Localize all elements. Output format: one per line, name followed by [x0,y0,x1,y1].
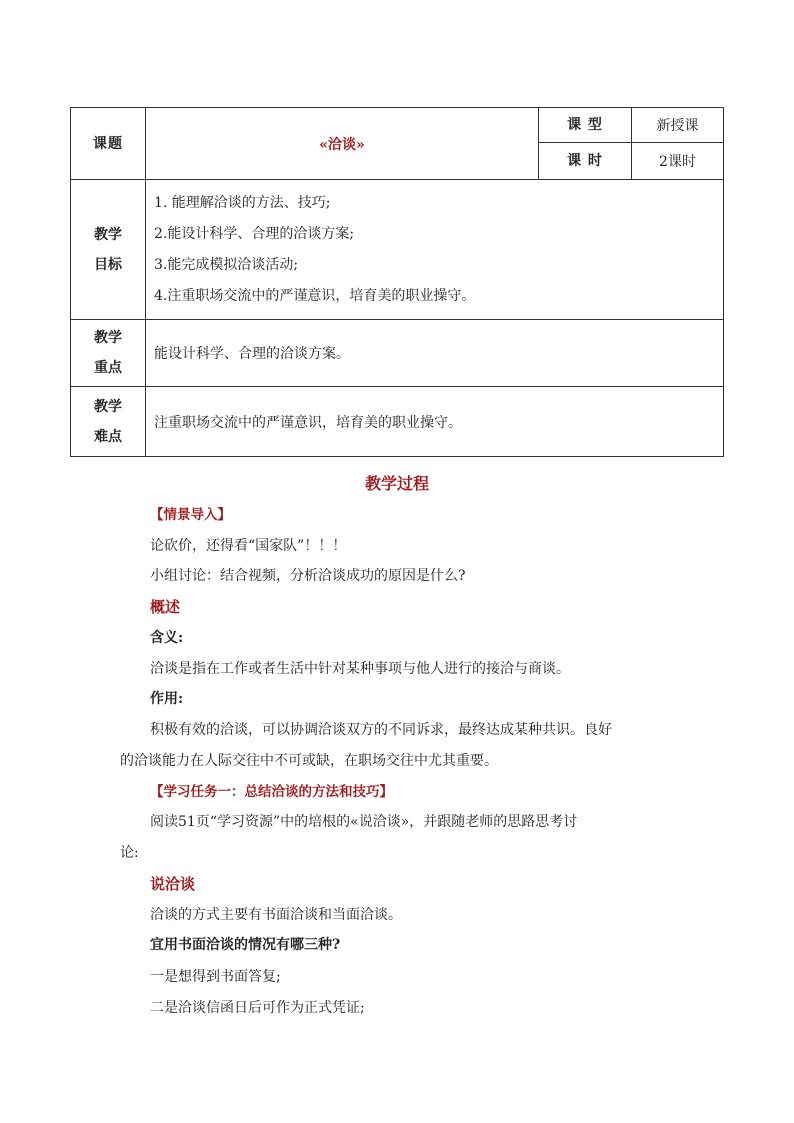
intro-line-2: 小组讨论：结合视频，分析洽谈成功的原因是什么? [150,568,466,584]
class-hours-value: 2课时 [632,143,724,180]
key-label-line2: 重点 [94,360,122,376]
say-text: 洽谈的方式主要有书面洽谈和当面洽谈。 [150,907,402,923]
intro-line-1: 论砍价，还得看“国家队”！！！ [150,538,347,554]
task1-text-2: 论: [120,845,139,861]
difficulty-label [71,387,146,457]
function-heading: 作用: [150,691,184,707]
task1-text-1: 阅读51页“学习资源”中的培根的«说洽谈»，并跟随老师的思路思考讨 [150,814,578,830]
goal-item: 4.注重职场交流中的严谨意识，培育美的职业操守。 [154,287,476,304]
topic-value: «洽谈» [146,108,539,180]
function-text-2: 的洽谈能力在人际交往中不可或缺，在职场交往中尤其重要。 [120,753,498,769]
key-point-value: 能设计科学、合理的洽谈方案。 [146,320,724,387]
difficulty-label-line2: 难点 [94,428,122,445]
course-type-label: 课 型 [539,108,632,143]
goals-list [146,180,724,320]
function-text-1: 积极有效的洽谈，可以协调洽谈双方的不同诉求，最终达成某种共识。良好 [150,722,612,738]
goal-item: 1. 能理解洽谈的方法、技巧; [154,194,331,211]
process-title: 教学过程 [364,474,429,493]
goals-label [71,180,146,320]
meaning-text: 洽谈是指在工作或者生活中针对某种事项与他人进行的接洽与商谈。 [150,661,570,677]
goals-label-line1: 教学 [94,226,122,243]
goal-item: 2.能设计科学、合理的洽谈方案; [154,225,355,242]
key-point-label [71,320,146,387]
task1-heading: 【学习任务一：总结洽谈的方法和技巧】 [150,784,393,800]
goal-item: 3.能完成模拟洽谈活动; [154,256,299,273]
key-label-line1: 教学 [94,330,122,346]
intro-heading: 【情景导入】 [150,507,231,523]
lesson-info-table [70,107,724,457]
class-hours-label: 课 时 [539,143,632,180]
difficulty-label-line1: 教学 [94,398,122,415]
difficulty-value: 注重职场交流中的严谨意识，培育美的职业操守。 [146,387,724,457]
meaning-heading: 含义: [150,630,184,646]
goals-label-line2: 目标 [94,256,122,273]
topic-label: 课题 [71,108,146,180]
answer-2: 二是洽谈信函日后可作为正式凭证; [150,1000,365,1016]
answer-1: 一是想得到书面答复; [150,969,281,985]
say-heading: 说洽谈 [150,875,196,893]
course-type-value: 新授课 [632,108,724,143]
question-text: 宜用书面洽谈的情况有哪三种? [150,937,341,953]
overview-heading: 概述 [150,598,181,616]
